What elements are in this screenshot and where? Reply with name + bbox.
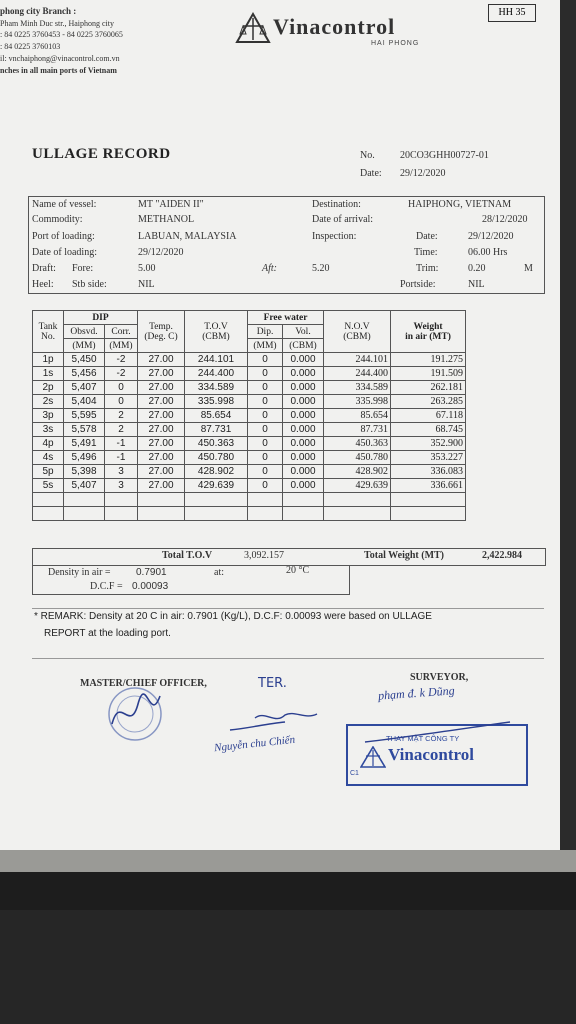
cell-nov: 450.363 <box>324 437 391 451</box>
cell-dip: 0 <box>248 353 283 367</box>
table-row <box>33 479 466 493</box>
table-row <box>33 465 466 479</box>
branch-email: il: vnchaiphong@vinacontrol.com.vn <box>0 54 120 63</box>
cell-tov: 428.902 <box>185 465 248 479</box>
cell-vol: 0.000 <box>283 423 324 437</box>
empty-cell <box>391 507 466 521</box>
cell-corr: 2 <box>105 409 138 423</box>
remark-line-1: * REMARK: Density at 20 C in air: 0.7901 (Kg/L), D.C.F: 0.00093 were based on ULLAGE <box>34 611 432 622</box>
tank-header-label: Tank <box>38 321 58 332</box>
cell-corr: 3 <box>105 479 138 493</box>
stamp-code: C1 <box>350 770 359 777</box>
cell-obsvd: 5,496 <box>64 451 105 465</box>
cell-temp: 27.00 <box>138 353 185 367</box>
tank-no-label: No. <box>41 331 55 342</box>
stamp-caption: THAY MẶT CÔNG TY <box>386 734 460 743</box>
empty-cell <box>105 507 138 521</box>
cell-vol: 0.000 <box>283 465 324 479</box>
fw-vol-header: Vol. <box>283 325 324 339</box>
cell-tank: 1s <box>33 367 64 381</box>
table-row <box>33 381 466 395</box>
cell-weight: 68.745 <box>391 423 466 437</box>
weight-unit: in air (MT) <box>405 331 451 342</box>
empty-cell <box>64 507 105 521</box>
port-loading-label: Port of loading: <box>32 231 95 242</box>
cell-dip: 0 <box>248 367 283 381</box>
ship-seal-icon <box>100 684 170 744</box>
cell-corr: 3 <box>105 465 138 479</box>
density-label: Density in air = <box>48 567 111 578</box>
empty-cell <box>185 507 248 521</box>
document-title: ULLAGE RECORD <box>32 146 171 162</box>
tank-header <box>33 311 64 353</box>
obsvd-unit: (MM) <box>64 339 105 353</box>
tov-label: T.O.V <box>204 321 228 332</box>
officer-name-handwritten: Nguyễn chu Chiến <box>213 733 296 755</box>
portside-value: NIL <box>468 279 485 290</box>
cell-tank: 5p <box>33 465 64 479</box>
cell-tank: 2s <box>33 395 64 409</box>
date-loading-label: Date of loading: <box>32 247 97 258</box>
cell-vol: 0.000 <box>283 451 324 465</box>
cell-corr: -2 <box>105 353 138 367</box>
fore-label: Fore: <box>72 263 94 274</box>
fw-dip-unit: (MM) <box>248 339 283 353</box>
cell-vol: 0.000 <box>283 367 324 381</box>
empty-cell <box>283 493 324 507</box>
cell-vol: 0.000 <box>283 437 324 451</box>
cell-obsvd: 5,456 <box>64 367 105 381</box>
weight-label: Weight <box>413 321 443 332</box>
cell-weight: 263.285 <box>391 395 466 409</box>
cell-nov: 334.589 <box>324 381 391 395</box>
cell-vol: 0.000 <box>283 381 324 395</box>
remark-divider-bottom <box>32 658 544 659</box>
empty-cell <box>138 493 185 507</box>
cell-obsvd: 5,491 <box>64 437 105 451</box>
totals-row <box>32 548 546 566</box>
empty-row <box>33 507 466 521</box>
cell-temp: 27.00 <box>138 395 185 409</box>
empty-cell <box>248 493 283 507</box>
cell-temp: 27.00 <box>138 479 185 493</box>
branch-address: Pham Minh Duc str., Haiphong city <box>0 19 114 28</box>
port-loading-value: LABUAN, MALAYSIA <box>138 231 237 242</box>
cell-vol: 0.000 <box>283 479 324 493</box>
table-row <box>33 409 466 423</box>
empty-cell <box>283 507 324 521</box>
cell-obsvd: 5,578 <box>64 423 105 437</box>
temp-unit: (Deg. C) <box>144 331 178 342</box>
cell-weight: 353.227 <box>391 451 466 465</box>
corr-header: Corr. <box>105 325 138 339</box>
cell-tank: 1p <box>33 353 64 367</box>
empty-cell <box>33 507 64 521</box>
cell-corr: 2 <box>105 423 138 437</box>
cell-temp: 27.00 <box>138 451 185 465</box>
density-at-label: at: <box>214 567 224 578</box>
cell-dip: 0 <box>248 479 283 493</box>
cell-dip: 0 <box>248 395 283 409</box>
cell-corr: -1 <box>105 451 138 465</box>
cell-nov: 244.101 <box>324 353 391 367</box>
vinacontrol-logo <box>235 10 445 50</box>
cell-nov: 428.902 <box>324 465 391 479</box>
cell-dip: 0 <box>248 409 283 423</box>
destination-value: HAIPHONG, VIETNAM <box>408 199 512 210</box>
record-date-value: 29/12/2020 <box>400 168 446 179</box>
cell-tov: 429.639 <box>185 479 248 493</box>
cell-nov: 244.400 <box>324 367 391 381</box>
empty-row <box>33 493 466 507</box>
tov-unit: (CBM) <box>202 331 230 342</box>
cell-corr: 0 <box>105 395 138 409</box>
cell-temp: 27.00 <box>138 437 185 451</box>
cell-corr: -1 <box>105 437 138 451</box>
cell-tov: 244.400 <box>185 367 248 381</box>
cell-temp: 27.00 <box>138 409 185 423</box>
cell-tov: 85.654 <box>185 409 248 423</box>
cell-obsvd: 5,450 <box>64 353 105 367</box>
arrival-label: Date of arrival: <box>312 214 374 225</box>
cell-vol: 0.000 <box>283 353 324 367</box>
cell-tank: 3s <box>33 423 64 437</box>
portside-label: Portside: <box>400 279 436 290</box>
empty-cell <box>324 507 391 521</box>
total-weight-label: Total Weight (MT) <box>364 550 445 561</box>
heel-label: Heel: <box>32 279 54 290</box>
cell-corr: -2 <box>105 367 138 381</box>
cell-nov: 335.998 <box>324 395 391 409</box>
empty-cell <box>33 493 64 507</box>
cell-tov: 244.101 <box>185 353 248 367</box>
nov-unit: (CBM) <box>343 331 371 342</box>
table-row <box>33 367 466 381</box>
cell-vol: 0.000 <box>283 409 324 423</box>
inspection-date-value: 29/12/2020 <box>468 231 514 242</box>
commodity-value: METHANOL <box>138 214 195 225</box>
cell-nov: 85.654 <box>324 409 391 423</box>
cell-temp: 27.00 <box>138 381 185 395</box>
logo-subtitle: HAI PHONG <box>371 40 420 47</box>
trim-value: 0.20 <box>468 263 486 274</box>
cell-temp: 27.00 <box>138 423 185 437</box>
master-label: MASTER/CHIEF OFFICER, <box>80 678 207 689</box>
empty-cell <box>391 493 466 507</box>
scale-logo-icon <box>235 12 271 44</box>
cell-weight: 352.900 <box>391 437 466 451</box>
total-weight-value: 2,422.984 <box>482 550 522 561</box>
time-label: Time: <box>414 247 438 258</box>
total-tov-value: 3,092.157 <box>244 550 284 561</box>
table-row <box>33 353 466 367</box>
remark-line-2: REPORT at the loading port. <box>44 628 171 639</box>
officer-signature-icon <box>225 700 335 740</box>
cell-tov: 87.731 <box>185 423 248 437</box>
cell-dip: 0 <box>248 423 283 437</box>
empty-cell <box>64 493 105 507</box>
nov-label: N.O.V <box>344 321 370 332</box>
cell-nov: 429.639 <box>324 479 391 493</box>
corr-unit: (MM) <box>105 339 138 353</box>
destination-label: Destination: <box>312 199 361 210</box>
fore-value: 5.00 <box>138 263 156 274</box>
cell-tank: 3p <box>33 409 64 423</box>
draft-label: Draft: <box>32 263 56 274</box>
vessel-name-value: MT "AIDEN II" <box>138 199 204 210</box>
cell-tov: 450.363 <box>185 437 248 451</box>
record-no-label: No. <box>360 150 375 161</box>
cell-corr: 0 <box>105 381 138 395</box>
branch-tel: : 84 0225 3760453 - 84 0225 3760065 <box>0 30 123 39</box>
weight-header <box>391 311 466 353</box>
tov-header <box>185 311 248 353</box>
surveyor-label: SURVEYOR, <box>410 672 469 683</box>
cell-temp: 27.00 <box>138 367 185 381</box>
cell-obsvd: 5,595 <box>64 409 105 423</box>
desk-background <box>0 850 576 1024</box>
empty-cell <box>138 507 185 521</box>
stb-side-value: NIL <box>138 279 155 290</box>
cell-tank: 4s <box>33 451 64 465</box>
empty-cell <box>248 507 283 521</box>
nov-header <box>324 311 391 353</box>
record-no-value: 20CO3GHH00727-01 <box>400 150 489 161</box>
empty-cell <box>324 493 391 507</box>
density-value: 0.7901 <box>136 567 167 578</box>
master-handwritten-note: TER. <box>258 676 287 691</box>
trim-label: Trim: <box>416 263 439 274</box>
cell-tank: 4p <box>33 437 64 451</box>
obsvd-header: Obsvd. <box>64 325 105 339</box>
cell-vol: 0.000 <box>283 395 324 409</box>
inspection-date-label: Date: <box>416 231 438 242</box>
temp-label: Temp. <box>149 321 173 332</box>
surveyor-signature-icon <box>360 718 520 748</box>
cell-weight: 191.509 <box>391 367 466 381</box>
total-tov-label: Total T.O.V <box>162 550 213 561</box>
cell-obsvd: 5,407 <box>64 479 105 493</box>
cell-obsvd: 5,407 <box>64 381 105 395</box>
empty-cell <box>105 493 138 507</box>
fw-vol-unit: (CBM) <box>283 339 324 353</box>
cell-temp: 27.00 <box>138 465 185 479</box>
stamp-wordmark: Vinacontrol <box>388 745 474 764</box>
cell-dip: 0 <box>248 437 283 451</box>
cell-tov: 334.589 <box>185 381 248 395</box>
date-loading-value: 29/12/2020 <box>138 247 184 258</box>
logo-wordmark: Vinacontrol <box>273 14 396 39</box>
empty-cell <box>185 493 248 507</box>
cell-dip: 0 <box>248 451 283 465</box>
cell-tov: 450.780 <box>185 451 248 465</box>
cell-weight: 191.275 <box>391 353 466 367</box>
table-row <box>33 451 466 465</box>
branch-name: phong city Branch : <box>0 6 77 16</box>
temp-header <box>138 311 185 353</box>
stamp-logo-icon <box>360 746 386 768</box>
table-row <box>33 437 466 451</box>
branch-fax: : 84 0225 3760103 <box>0 42 61 51</box>
cell-nov: 87.731 <box>324 423 391 437</box>
paper-stack-edge <box>0 850 576 872</box>
cell-nov: 450.780 <box>324 451 391 465</box>
free-water-header: Free water <box>248 311 324 325</box>
trim-unit: M <box>524 263 533 274</box>
vessel-name-label: Name of vessel: <box>32 199 97 210</box>
inspection-label: Inspection: <box>312 231 357 242</box>
arrival-value: 28/12/2020 <box>482 214 528 225</box>
stb-side-label: Stb side: <box>72 279 107 290</box>
cell-tank: 5s <box>33 479 64 493</box>
branch-note: nches in all main ports of Vietnam <box>0 66 117 75</box>
cell-weight: 336.661 <box>391 479 466 493</box>
cell-weight: 336.083 <box>391 465 466 479</box>
remark-divider-top <box>32 608 544 609</box>
commodity-label: Commodity: <box>32 214 83 225</box>
density-temp: 20 °C <box>286 565 310 576</box>
dip-header: DIP <box>64 311 138 325</box>
cell-weight: 262.181 <box>391 381 466 395</box>
cell-tov: 335.998 <box>185 395 248 409</box>
cell-obsvd: 5,404 <box>64 395 105 409</box>
cell-obsvd: 5,398 <box>64 465 105 479</box>
record-date-label: Date: <box>360 168 382 179</box>
cell-dip: 0 <box>248 381 283 395</box>
dcf-value: 0.00093 <box>132 581 169 592</box>
cell-dip: 0 <box>248 465 283 479</box>
ullage-table <box>32 310 466 521</box>
aft-value: 5.20 <box>312 263 330 274</box>
form-code: HH 35 <box>488 4 536 22</box>
floor-shadow <box>0 910 576 1024</box>
time-value: 06.00 Hrs <box>468 247 508 258</box>
aft-label: Aft: <box>262 263 277 274</box>
table-row <box>33 423 466 437</box>
table-row <box>33 395 466 409</box>
surveyor-name-handwritten: phạm đ. k Dũng <box>377 683 456 703</box>
fw-dip-header: Dip. <box>248 325 283 339</box>
dcf-label: D.C.F = <box>90 581 123 592</box>
cell-tank: 2p <box>33 381 64 395</box>
cell-weight: 67.118 <box>391 409 466 423</box>
